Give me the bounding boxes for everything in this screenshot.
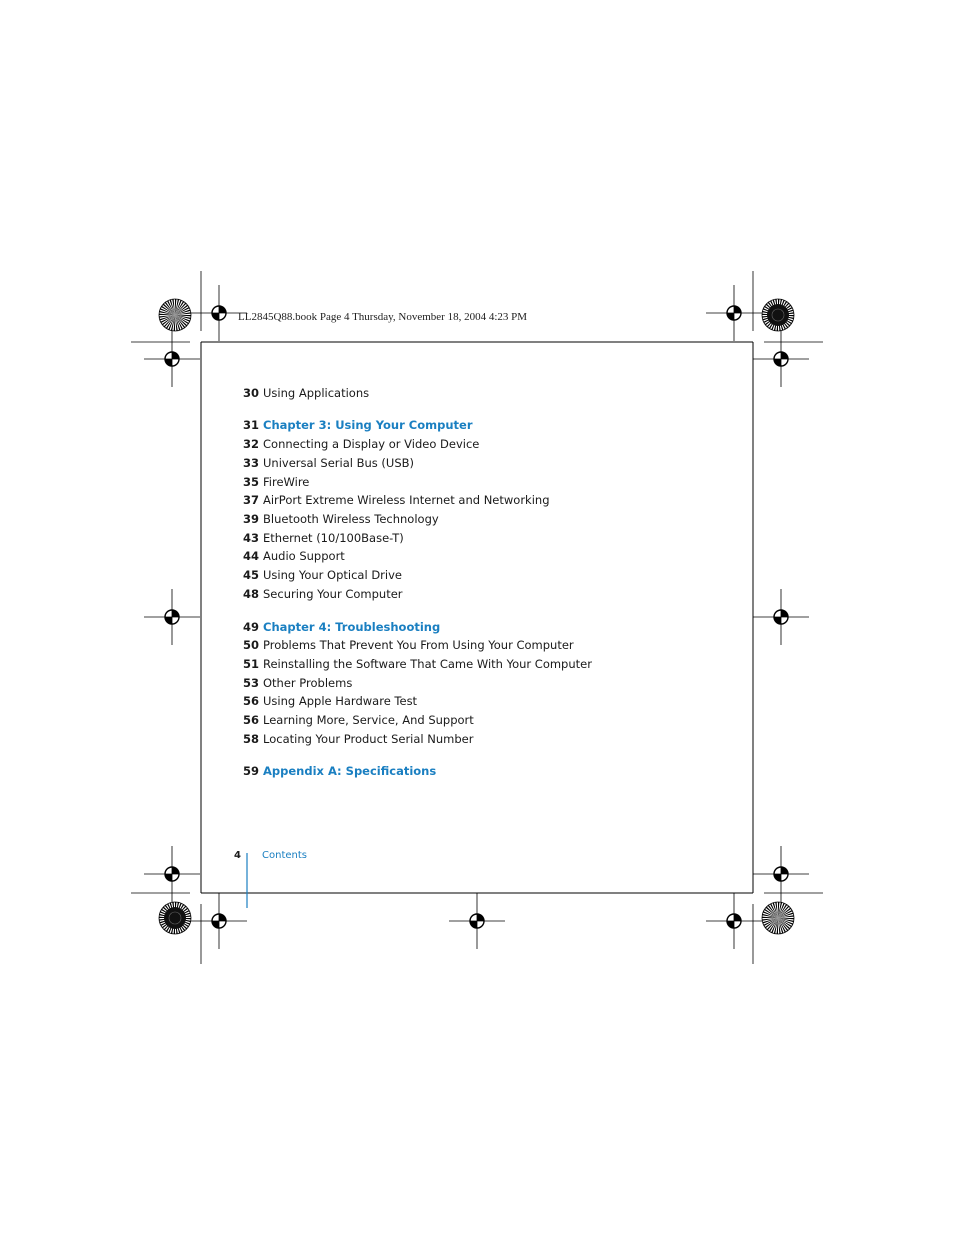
toc-page-number: 58: [243, 732, 260, 746]
toc-entry[interactable]: [243, 435, 479, 453]
registration-starburst: [159, 902, 191, 934]
toc-page-number: 59: [243, 764, 260, 778]
toc-page-number: 48: [243, 587, 260, 601]
toc-page-number: 30: [243, 386, 260, 400]
toc-page-number: 32: [243, 437, 260, 451]
toc-page-number: 39: [243, 512, 260, 526]
toc-entry[interactable]: [243, 384, 369, 402]
toc-page-number: 37: [243, 493, 260, 507]
toc-entry-title: Other Problems: [263, 676, 353, 690]
toc-entry[interactable]: [243, 711, 474, 729]
toc-page-number: 33: [243, 456, 260, 470]
toc-entry-title: Connecting a Display or Video Device: [263, 437, 480, 451]
toc-page-number: 49: [243, 620, 260, 634]
toc-entry-title: Chapter 3: Using Your Computer: [263, 418, 473, 432]
registration-starburst: [762, 902, 794, 934]
footer-section-label: Contents: [262, 850, 307, 861]
toc-entry-title: Audio Support: [263, 549, 345, 563]
toc-chapter-entry[interactable]: [243, 762, 436, 780]
toc-entry-title: Securing Your Computer: [263, 587, 403, 601]
toc-entry-title: Appendix A: Specifications: [263, 764, 437, 778]
toc-entry[interactable]: [243, 547, 345, 565]
toc-chapter-entry[interactable]: [243, 618, 440, 636]
toc-entry[interactable]: [243, 473, 309, 491]
toc-entry[interactable]: [243, 674, 352, 692]
toc-page-number: 35: [243, 475, 260, 489]
toc-entry-title: Learning More, Service, And Support: [263, 713, 474, 727]
footer-page-number: 4: [234, 850, 241, 861]
toc-entry[interactable]: [243, 510, 439, 528]
toc-page-number: 31: [243, 418, 260, 432]
toc-entry[interactable]: [243, 491, 550, 509]
toc-entry-title: Locating Your Product Serial Number: [263, 732, 474, 746]
toc-page-number: 51: [243, 657, 260, 671]
toc-entry-title: Reinstalling the Software That Came With Your Computer: [263, 657, 592, 671]
toc-entry-title: Using Your Optical Drive: [263, 568, 402, 582]
toc-page-number: 45: [243, 568, 260, 582]
toc-page-number: 43: [243, 531, 260, 545]
toc-entry[interactable]: [243, 529, 404, 547]
toc-entry-title: Universal Serial Bus (USB): [263, 456, 414, 470]
toc-page-number: 44: [243, 549, 260, 563]
toc-entry[interactable]: [243, 566, 402, 584]
print-slug: LL2845Q88.book Page 4 Thursday, November 18, 2004 4:23 PM: [238, 311, 528, 323]
toc-entry[interactable]: [243, 454, 414, 472]
toc-page-number: 53: [243, 676, 260, 690]
toc-entry[interactable]: [243, 655, 592, 673]
toc-entry-title: AirPort Extreme Wireless Internet and Networking: [263, 493, 550, 507]
toc-entry-title: Using Applications: [263, 386, 370, 400]
toc-page-number: 56: [243, 713, 260, 727]
toc-entry-title: Chapter 4: Troubleshooting: [263, 620, 441, 634]
toc-entry-title: Problems That Prevent You From Using Your Computer: [263, 638, 574, 652]
toc-entry[interactable]: [243, 585, 403, 603]
toc-entry[interactable]: [243, 636, 574, 654]
toc-entry-title: FireWire: [263, 475, 310, 489]
registration-starburst: [762, 299, 794, 331]
toc-page-number: 50: [243, 638, 260, 652]
registration-starburst: [159, 299, 191, 331]
toc-entry-title: Using Apple Hardware Test: [263, 694, 418, 708]
toc-entry[interactable]: [243, 730, 473, 748]
toc-entry[interactable]: [243, 692, 417, 710]
toc-page-number: 56: [243, 694, 260, 708]
toc-entry-title: Bluetooth Wireless Technology: [263, 512, 439, 526]
toc-entry-title: Ethernet (10/100Base-T): [263, 531, 404, 545]
toc-chapter-entry[interactable]: [243, 416, 473, 434]
